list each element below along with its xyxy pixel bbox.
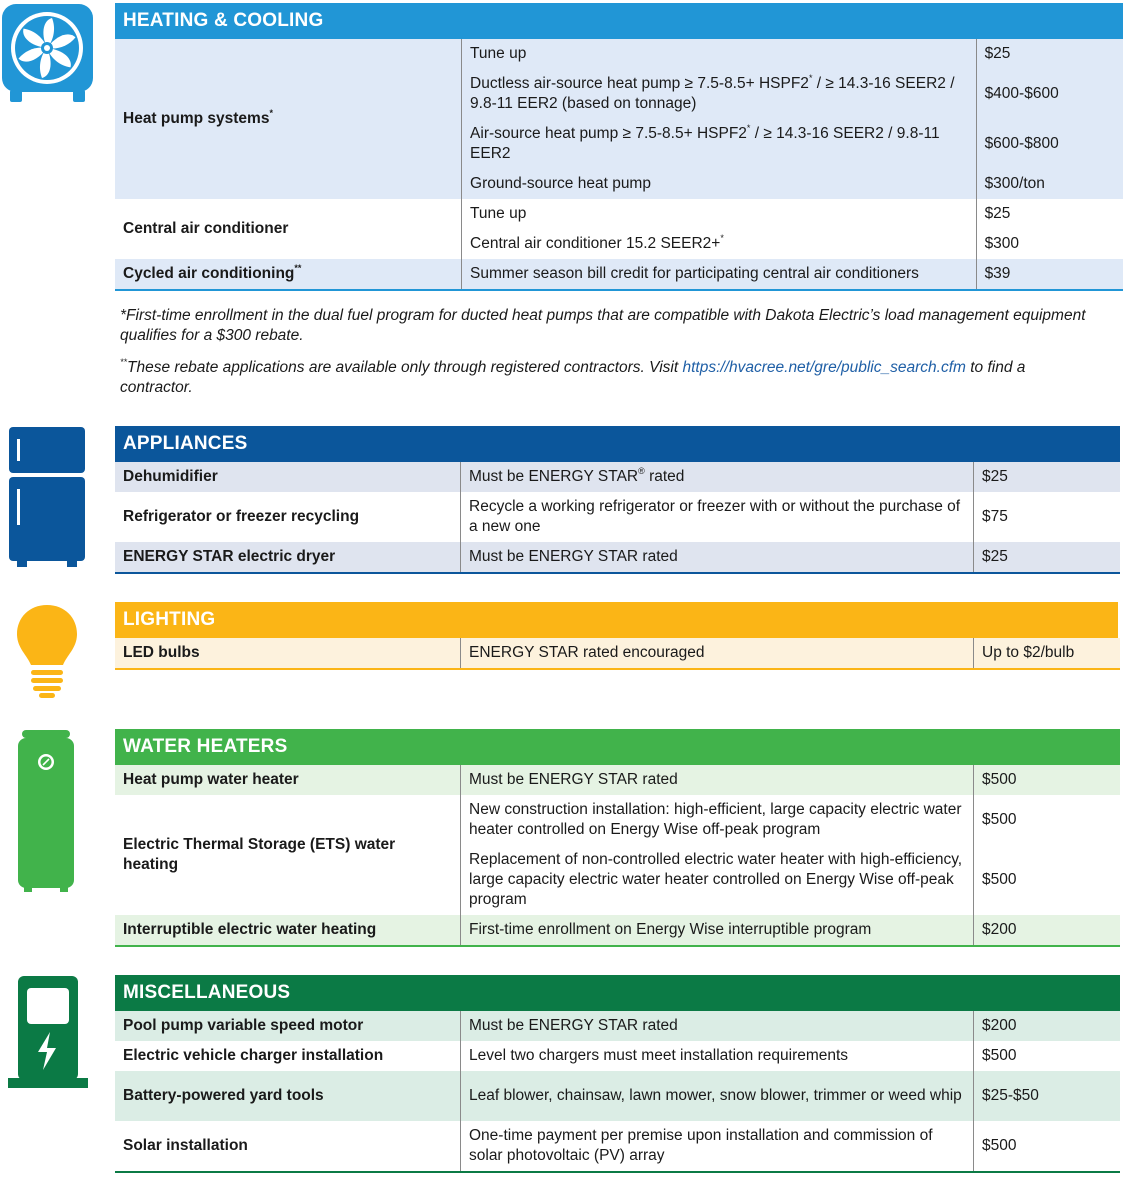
row-label: ENERGY STAR electric dryer [123, 547, 336, 565]
row-amount: $25-$50 [982, 1086, 1039, 1104]
lightbulb-icon [14, 603, 80, 699]
table-row [115, 765, 1120, 795]
heating-cooling-table [115, 39, 1123, 291]
water-heaters-table [115, 765, 1120, 947]
row-description: Air-source heat pump ≥ 7.5-8.5+ HSPF2* / ≥ 14.3-16 SEER2 / 9.8-11 EER2 [462, 119, 977, 169]
table-row [115, 259, 1123, 290]
fan-icon [0, 2, 95, 104]
table-row [115, 638, 1120, 669]
row-amount: $200 [982, 920, 1017, 938]
footnote-dual-fuel: *First-time enrollment in the dual fuel program for ducted heat pumps that are compatible with Dakota Electric’s load management equipment qualifies for a $300 rebate. [120, 307, 1086, 345]
row-description: First-time enrollment on Energy Wise interruptible program [461, 915, 974, 946]
row-label: Heat pump systems* [123, 107, 273, 127]
row-amount: $600-$800 [984, 134, 1059, 152]
row-description: Ground-source heat pump [462, 169, 977, 199]
row-description: Must be ENERGY STAR® rated [461, 462, 974, 492]
refrigerator-icon [7, 425, 87, 569]
row-description: Must be ENERGY STAR rated [461, 542, 974, 573]
row-amount: $300/ton [984, 174, 1045, 192]
appliances-section [115, 426, 1120, 574]
row-description: Central air conditioner 15.2 SEER2+* [462, 229, 977, 259]
row-description: Must be ENERGY STAR rated [461, 1011, 974, 1041]
row-description: Tune up [462, 199, 977, 229]
row-label: Battery-powered yard tools [123, 1086, 324, 1104]
row-amount: Up to $2/bulb [982, 643, 1075, 661]
row-label: Cycled air conditioning** [123, 262, 302, 282]
row-amount: $200 [982, 1016, 1017, 1034]
row-label: Refrigerator or freezer recycling [123, 507, 360, 525]
section-header: HEATING & COOLING [115, 3, 1123, 39]
footnotes [120, 306, 1100, 411]
row-amount: $25 [984, 204, 1011, 222]
appliances-table [115, 462, 1120, 574]
heating-cooling-section [115, 3, 1123, 291]
row-description: One-time payment per premise upon installation and commission of solar photovoltaic (PV) array [461, 1121, 974, 1172]
row-description: Tune up [462, 39, 977, 69]
row-amount: $25 [984, 44, 1011, 62]
table-row [115, 1071, 1120, 1121]
table-row [115, 1121, 1120, 1172]
miscellaneous-table [115, 1011, 1120, 1173]
row-amount: $75 [982, 507, 1008, 525]
row-description: Level two chargers must meet installation requirements [461, 1041, 974, 1071]
table-row [115, 39, 1123, 69]
section-header: APPLIANCES [115, 426, 1120, 462]
ev-charger-icon [8, 974, 88, 1090]
row-description: Recycle a working refrigerator or freezer with or without the purchase of a new one [461, 492, 974, 542]
contractor-search-link[interactable]: https://hvacree.net/gre/public_search.cfm [682, 359, 966, 377]
row-description: Summer season bill credit for participating central air conditioners [462, 259, 977, 290]
table-row [115, 1041, 1120, 1071]
row-description: Must be ENERGY STAR rated [461, 765, 974, 795]
row-description: ENERGY STAR rated encouraged [461, 638, 974, 669]
table-row [115, 462, 1120, 492]
row-amount: $400-$600 [984, 84, 1059, 102]
row-amount: $500 [982, 1136, 1017, 1154]
water-heaters-section [115, 729, 1120, 947]
row-label: Heat pump water heater [123, 770, 299, 788]
row-amount: $39 [984, 264, 1011, 282]
section-header: WATER HEATERS [115, 729, 1120, 765]
row-description: Leaf blower, chainsaw, lawn mower, snow blower, trimmer or weed whip [461, 1071, 974, 1121]
row-label: Solar installation [123, 1136, 248, 1154]
row-amount: $25 [982, 547, 1008, 565]
row-label: Dehumidifier [123, 467, 218, 485]
row-description: Ductless air-source heat pump ≥ 7.5-8.5+ HSPF2* / ≥ 14.3-16 SEER2 / 9.8-11 EER2 (based on tonnage) [462, 69, 977, 119]
section-header: MISCELLANEOUS [115, 975, 1120, 1011]
row-amount: $500 [982, 770, 1017, 788]
row-description: Replacement of non-controlled electric water heater with high-efficiency, large capacity electric water heater controlled on Energy Wise off-peak program [461, 845, 974, 915]
row-label: Electric vehicle charger installation [123, 1046, 384, 1064]
table-row [115, 199, 1123, 229]
water-heater-icon [16, 728, 76, 894]
section-header: LIGHTING [115, 602, 1118, 638]
footnote-contractors: **These rebate applications are available only through registered contractors. Visit https://hvacree.net/gre/public_search.cfm to find a contractor. [120, 357, 1026, 397]
row-label: Central air conditioner [123, 219, 289, 237]
row-amount: $500 [982, 810, 1017, 828]
table-row [115, 1011, 1120, 1041]
row-amount: $25 [982, 467, 1008, 485]
row-description: New construction installation: high-efficient, large capacity electric water heater controlled on Energy Wise off-peak program [461, 795, 974, 845]
row-amount: $300 [984, 234, 1020, 252]
table-row [115, 492, 1120, 542]
row-amount: $500 [982, 870, 1017, 888]
miscellaneous-section [115, 975, 1120, 1173]
lighting-table [115, 638, 1120, 670]
row-label: Electric Thermal Storage (ETS) water heating [123, 835, 396, 873]
lighting-section [115, 602, 1118, 670]
row-amount: $500 [982, 1046, 1017, 1064]
table-row [115, 795, 1120, 845]
row-label: Interruptible electric water heating [123, 920, 377, 938]
table-row [115, 915, 1120, 946]
row-label: Pool pump variable speed motor [123, 1016, 364, 1034]
row-label: LED bulbs [123, 643, 200, 661]
table-row [115, 542, 1120, 573]
